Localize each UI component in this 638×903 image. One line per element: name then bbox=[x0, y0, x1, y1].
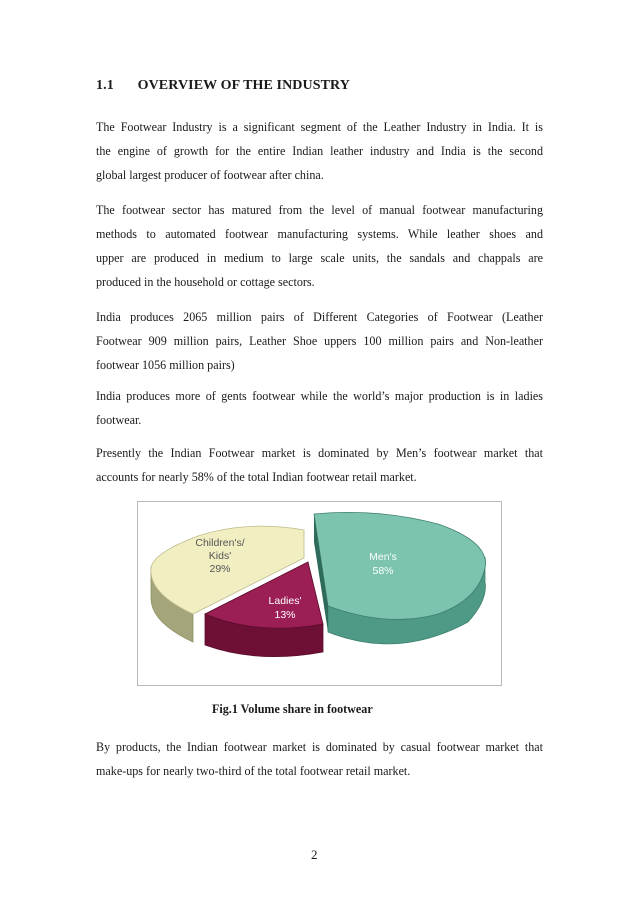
mens-label-name: Men's bbox=[369, 551, 397, 563]
text-line: make-ups for nearly two-third of the total footwear retail market. bbox=[96, 764, 411, 778]
figure-caption: Fig.1 Volume share in footwear bbox=[212, 702, 373, 716]
pie-slice-mens bbox=[314, 512, 485, 619]
ladies-label-pct: 13% bbox=[274, 609, 296, 621]
pie-chart bbox=[138, 502, 501, 685]
text-line: upper are produced in medium to large scale units, the sandals and chappals are bbox=[96, 251, 543, 265]
paragraph-casual bbox=[96, 735, 543, 783]
kids-label-pct: 29% bbox=[209, 563, 231, 575]
text-line: The footwear sector has matured from the level of manual footwear manufacturing bbox=[96, 203, 543, 217]
paragraph-sector bbox=[96, 198, 543, 294]
paragraph-gents bbox=[96, 384, 543, 432]
text-line: Presently the Indian Footwear market is dominated by Men’s footwear market that bbox=[96, 446, 543, 460]
section-number: 1.1 bbox=[96, 78, 114, 93]
kids-label-line2: Kids' bbox=[208, 550, 232, 562]
text-line: India produces 2065 million pairs of Different Categories of Footwear (Leather bbox=[96, 310, 543, 324]
paragraph-production bbox=[96, 305, 543, 377]
text-line: footwear. bbox=[96, 413, 142, 427]
text-line: By products, the Indian footwear market is dominated by casual footwear market that bbox=[96, 740, 543, 754]
text-line: Footwear 909 million pairs, Leather Shoe uppers 100 million pairs and Non-leather bbox=[96, 334, 543, 348]
text-line: produced in the household or cottage sectors. bbox=[96, 275, 315, 289]
section-heading bbox=[96, 78, 350, 94]
text-line: footwear 1056 million pairs) bbox=[96, 358, 235, 372]
section-title: OVERVIEW OF THE INDUSTRY bbox=[137, 78, 350, 93]
text-line: the engine of growth for the entire Indian leather industry and India is the second bbox=[96, 144, 543, 158]
text-line: global largest producer of footwear after china. bbox=[96, 168, 324, 182]
kids-label-line1: Children's/ bbox=[195, 537, 245, 549]
paragraph-intro bbox=[96, 115, 543, 187]
mens-label-pct: 58% bbox=[372, 565, 394, 577]
pie-chart-figure bbox=[137, 501, 502, 686]
text-line: methods to automated footwear manufacturing systems. While leather shoes and bbox=[96, 227, 543, 241]
text-line: accounts for nearly 58% of the total Indian footwear retail market. bbox=[96, 470, 417, 484]
text-line: The Footwear Industry is a significant segment of the Leather Industry in India. It is bbox=[96, 120, 543, 134]
text-line: India produces more of gents footwear while the world’s major production is in ladies bbox=[96, 389, 543, 403]
ladies-label-name: Ladies' bbox=[268, 595, 302, 607]
paragraph-market bbox=[96, 441, 543, 489]
page-number: 2 bbox=[311, 847, 318, 862]
